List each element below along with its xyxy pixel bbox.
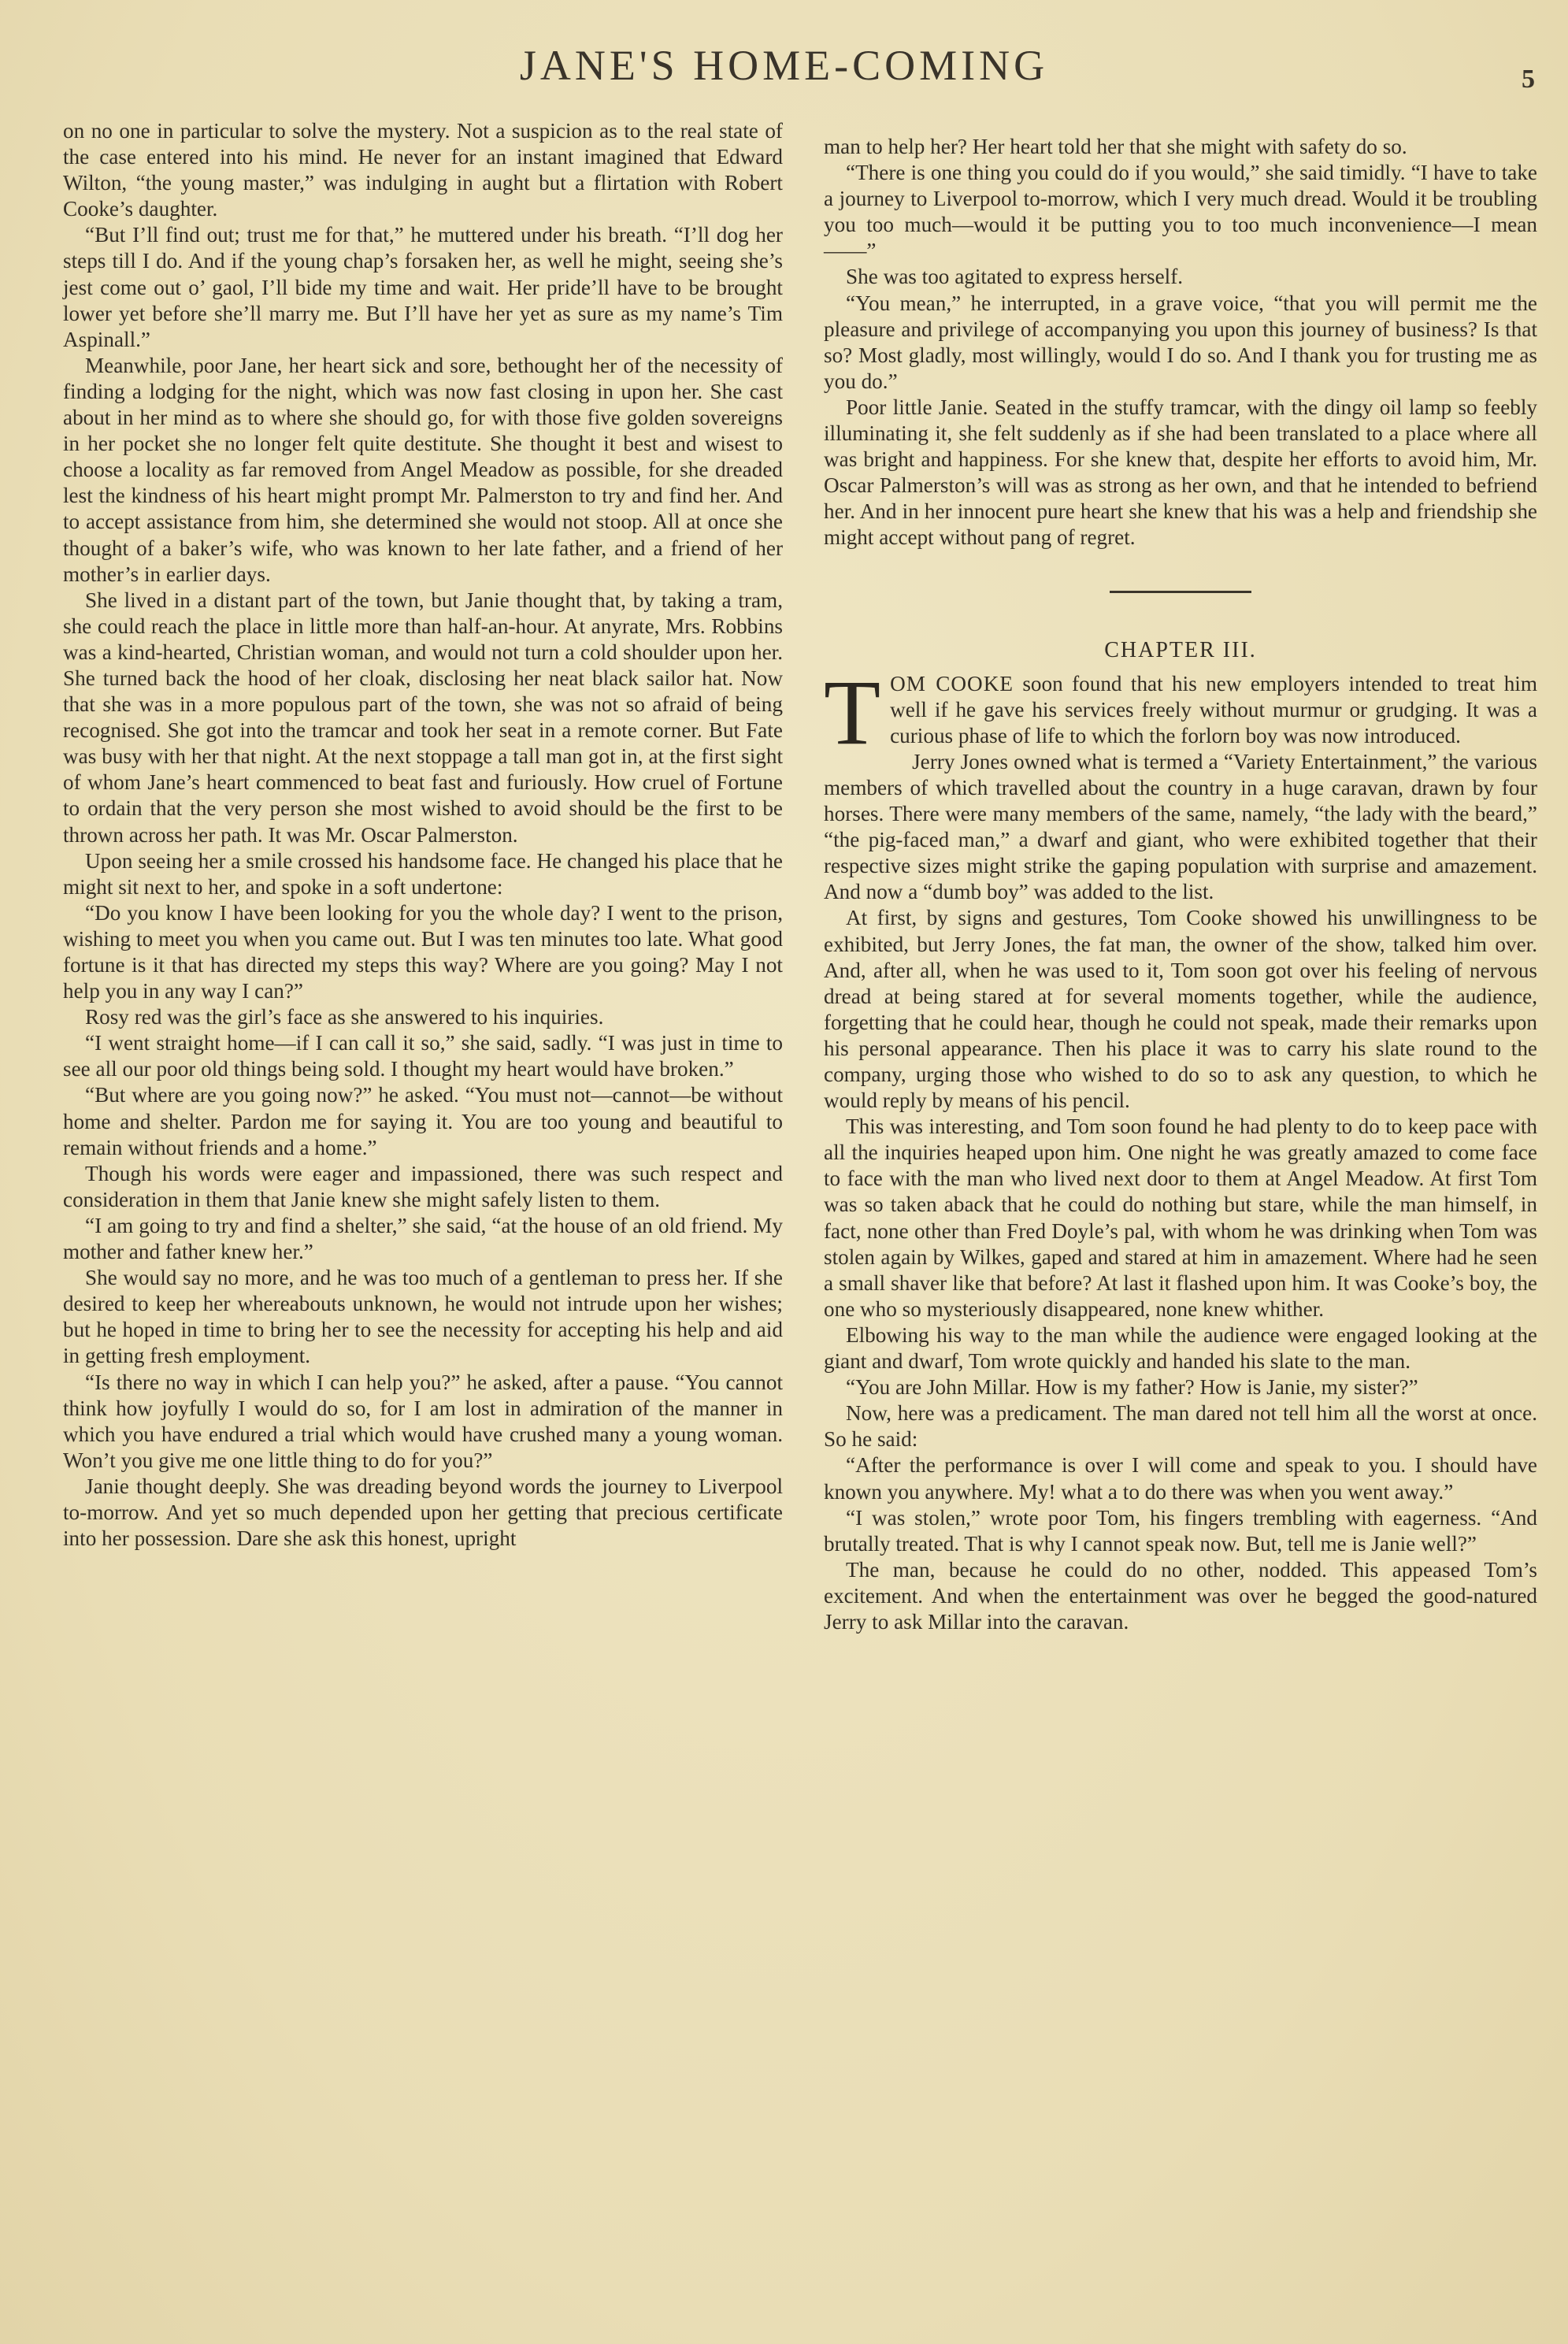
page-number: 5 [1522,65,1535,94]
paragraph: This was interesting, and Tom soon found he had plenty to do to keep pace with all the inquiries heaped upon him. One night he was greatly amazed to come face to face with the man who lived next door to them at Angel Meadow. At first Tom was so taken aback that he could do nothing but stare, while the man himself, in fact, none other than Fred Doyle’s pal, with whom he was drinking when Tom was stolen again by Wilkes, gaped and stared at him in amazement. Where had he seen a small shaver like that before? At last it flashed upon him. It was Cooke’s boy, the one who so mysteriously disappeared, none knew whither. [824,1115,1537,1321]
paragraph: “Do you know I have been looking for you the whole day? I went to the prison, wishing to meet you when you came out. But I was ten minutes too late. What good fortune is it that has directed my steps this way? Where are you going? May I not help you in any way I can?” [63,900,783,1003]
paragraph: “I am going to try and find a shelter,” she said, “at the house of an old friend. My mother and father knew her.” [63,1213,783,1264]
paragraph: Poor little Janie. Seated in the stuffy tramcar, with the dingy oil lamp so feebly illuminating it, she felt suddenly as if she had been translated to a place where all was bright and happiness. For she knew that, despite her efforts to avoid him, Mr. Oscar Palmerston’s will was as strong as her own, and that he intended to befriend her. And in her innocent pure heart she knew that his was a help and friendship she might accept without pang of regret. [824,395,1537,550]
chapter-opening-text: soon found that his new employers intended to treat him well if he gave his services freely without murmur or grudging. It was a curious phase of life to which the forlorn boy was now introduced. [890,671,1537,747]
paragraph: At first, by signs and gestures, Tom Cooke showed his unwillingness to be exhibited, but Jerry Jones, the fat man, the owner of the show, talked him over. And, after all, when he was used to it, Tom soon got over his feeling of nervous dread at being stared at for several moments together, while the audience, forgetting that he could hear, though he could not speak, made their remarks upon his personal appearance. Then his place it was to carry his slate round to the company, urging those who wished to do so to ask any question, to which he would reply by means of his pencil. [824,906,1537,1113]
right-column [824,134,1537,1635]
paragraph: on no one in particular to solve the mystery. Not a suspicion as to the real state of the case entered into his mind. He never for an instant imagined that Edward Wilton, “the young master,” was indulging in aught but a flirtation with Robert Cooke’s daughter. [63,119,783,221]
paragraph: “But I’ll find out; trust me for that,” he muttered under his breath. “I’ll dog her steps till I do. And if the young chap’s forsaken her, as well he might, seeing she’s jest come out o’ gaol, I’ll bide my time and wait. Her pride’ll have to be brought lower yet before she’ll marry me. But I’ll have her yet as sure as my name’s Tim Aspinall.” [63,223,783,351]
paragraph: The man, because he could do no other, nodded. This appeased Tom’s excitement. And when the entertainment was over he begged the good-natured Jerry to ask Millar into the caravan. [824,1557,1537,1634]
paragraph: “You are John Millar. How is my father? How is Janie, my sister?” [846,1375,1418,1400]
paragraph: “There is one thing you could do if you would,” she said timidly. “I have to take a journey to Liverpool to-morrow, which I very much dread. Would it be troubling you too much—would it be putting you to too much inconvenience—I mean ——” [824,161,1537,263]
drop-cap: T [824,660,881,764]
chapter-opening-paragraph [824,660,1537,764]
paragraph: “I went straight home—if I can call it so,” she said, sadly. “I was just in time to see all our poor old things being sold. I thought my heart would have broken.” [63,1031,783,1081]
paragraph: She lived in a distant part of the town, but Janie thought that, by taking a tram, she could reach the place in little more than half-an-hour. At anyrate, Mrs. Robbins was a kind-hearted, Christian woman, and would not turn a cold shoulder upon her. She turned back the hood of her cloak, disclosing her neat black sailor hat. Now that she was in a more populous part of the town, she was not so afraid of being recognised. She got into the tramcar and took her seat in a remote corner. But Fate was busy with her that night. At the next stoppage a tall man got in, at the first sight of whom Jane’s heart commenced to beat fast and furiously. How cruel of Fortune to ordain that the very person she most wished to avoid should be the first to be thrown across her path. It was Mr. Oscar Palmerston. [63,588,783,847]
paragraph: Jerry Jones owned what is termed a “Variety Entertainment,” the various members of which travelled about the country in a huge caravan, drawn by four horses. There were many members of the same, namely, “the lady with the beard,” “the pig-faced man,” a dwarf and giant, who were exhibited together that their respective sizes might strike the gaping population with surprise and amazement. And now a “dumb boy” was added to the list. [824,749,1537,904]
paragraph: Rosy red was the girl’s face as she answered to his inquiries. [85,1005,604,1029]
paragraph: “You mean,” he interrupted, in a grave voice, “that you will permit me the pleasure and privilege of accompanying you upon this journey of business? Is that so? Most gladly, most willingly, would I do so. And I thank you for trusting me as you do.” [824,291,1537,393]
paragraph: man to help her? Her heart told her that she might with safety do so. [824,135,1407,158]
paragraph: Though his words were eager and impassioned, there was such respect and consideration in them that Janie knew she might safely listen to them. [63,1161,783,1211]
paragraph: Janie thought deeply. She was dreading beyond words the journey to Liverpool to-morrow. And yet so much depended upon her getting that precious certificate into her possession. Dare she ask this honest, upright [63,1474,783,1551]
chapter-heading: CHAPTER III. [1104,637,1257,662]
paragraph: She would say no more, and he was too much of a gentleman to press her. If she desired to keep her whereabouts unknown, he would not intrude upon her wishes; but he hoped in time to bring her to see the necessity for accepting his help and aid in getting fresh employment. [63,1266,783,1368]
paragraph: “Is there no way in which I can help you?” he asked, after a pause. “You cannot think how joyfully I would do so, for I am lost in admiration of the manner in which you have endured a trial which would have crushed many a young woman. Won’t you give me one little thing to do for you?” [63,1370,783,1472]
paragraph: “After the performance is over I will come and speak to you. I should have known you anywhere. My! what a to do there was when you went away.” [824,1453,1537,1504]
paragraph: “But where are you going now?” he asked. “You must not—cannot—be without home and shelter. Pardon me for saying it. You are too young and beautiful to remain without friends and a home.” [63,1083,783,1159]
chapter-lead-words: OM COOKE [890,671,1014,695]
paragraph: Upon seeing her a smile crossed his handsome face. He changed his place that he might sit next to her, and spoke in a soft undertone: [63,848,783,899]
paragraph: Now, here was a predicament. The man dared not tell him all the worst at once. So he said: [824,1401,1537,1452]
paragraph: “I was stolen,” wrote poor Tom, his fingers trembling with eagerness. “And brutally treated. That is why I cannot speak now. But, tell me is Janie well?” [824,1505,1537,1556]
paragraph: Meanwhile, poor Jane, her heart sick and sore, bethought her of the necessity of finding a lodging for the night, which was now fast closing in upon her. She cast about in her mind as to where she should go, for with those five golden sovereigns in her pocket she no longer felt quite destitute. She thought it best and wisest to choose a locality as far removed from Angel Meadow as possible, for she dreaded lest the kindness of his heart might prompt Mr. Palmerston to try and find her. And to accept assistance from him, she determined she would not stoop. All at once she thought of a baker’s wife, who was known to her late father, and a friend of her mother’s in earlier days. [63,353,783,586]
paragraph: Elbowing his way to the man while the audience were engaged looking at the giant and dwarf, Tom wrote quickly and handed his slate to the man. [824,1322,1537,1374]
left-column [63,118,783,1552]
paragraph: She was too agitated to express herself. [846,265,1184,289]
running-head: JANE'S HOME-COMING [519,42,1049,89]
section-divider [1110,591,1251,593]
